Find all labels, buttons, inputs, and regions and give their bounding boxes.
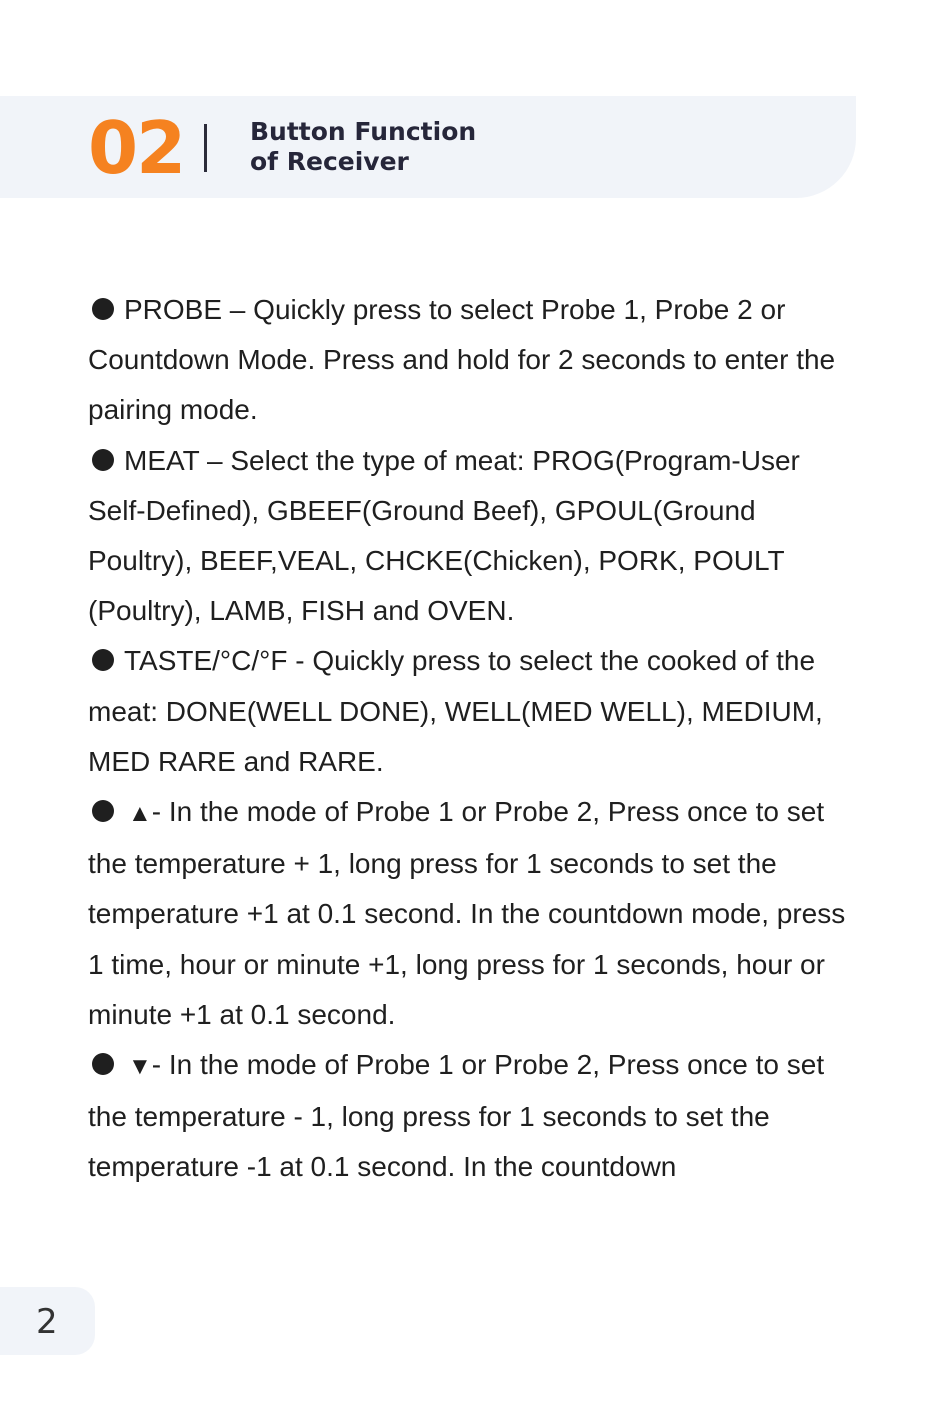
list-item-text: MEAT – Select the type of meat: PROG(Program-User Self-Defined), GBEEF(Ground Beef), GPOUL(Ground Poultry), BEEF,VEAL, CHCKE(Chicken), PORK, POULT (Poultry), LAMB, FISH and OVEN. — [88, 444, 800, 627]
list-item-text: - In the mode of Probe 1 or Probe 2, Press once to set the temperature + 1, long press for 1 seconds to set the temperature +1 at 0.1 second. In the countdown mode, press 1 time, hour or minute +1, long press for 1 seconds, hour or minute +1 at 0.1 second. — [88, 796, 846, 1030]
down-arrow-icon: ▼ — [128, 1053, 152, 1081]
list-item-meat — [88, 436, 863, 637]
bullet-icon — [92, 298, 114, 320]
bullet-icon — [92, 800, 114, 822]
bullet-icon — [92, 449, 114, 471]
page-number: 2 — [36, 1302, 58, 1342]
list-item-down — [88, 1040, 863, 1193]
button-function-list — [88, 285, 863, 1193]
list-item-text: - In the mode of Probe 1 or Probe 2, Press once to set the temperature - 1, long press for 1 seconds to set the temperature -1 at 0.1 second. In the countdown — [88, 1049, 825, 1183]
section-number: 02 — [88, 106, 185, 190]
list-item-text: TASTE/°C/°F - Quickly press to select the cooked of the meat: DONE(WELL DONE), WELL(MED WELL), MEDIUM, MED RARE and RARE. — [88, 645, 823, 777]
bullet-icon — [92, 1053, 114, 1075]
list-item-probe — [88, 285, 863, 436]
list-item-taste — [88, 636, 863, 787]
section-title — [250, 117, 476, 177]
section-title-line-2: of Receiver — [250, 147, 409, 176]
list-item-text: PROBE – Quickly press to select Probe 1, Probe 2 or Countdown Mode. Press and hold for 2 seconds to enter the pairing mode. — [88, 294, 836, 426]
section-title-line-1: Button Function — [250, 117, 477, 146]
bullet-icon — [92, 649, 114, 671]
list-item-up — [88, 787, 863, 1040]
header-divider — [204, 124, 207, 172]
up-arrow-icon: ▲ — [128, 800, 152, 828]
